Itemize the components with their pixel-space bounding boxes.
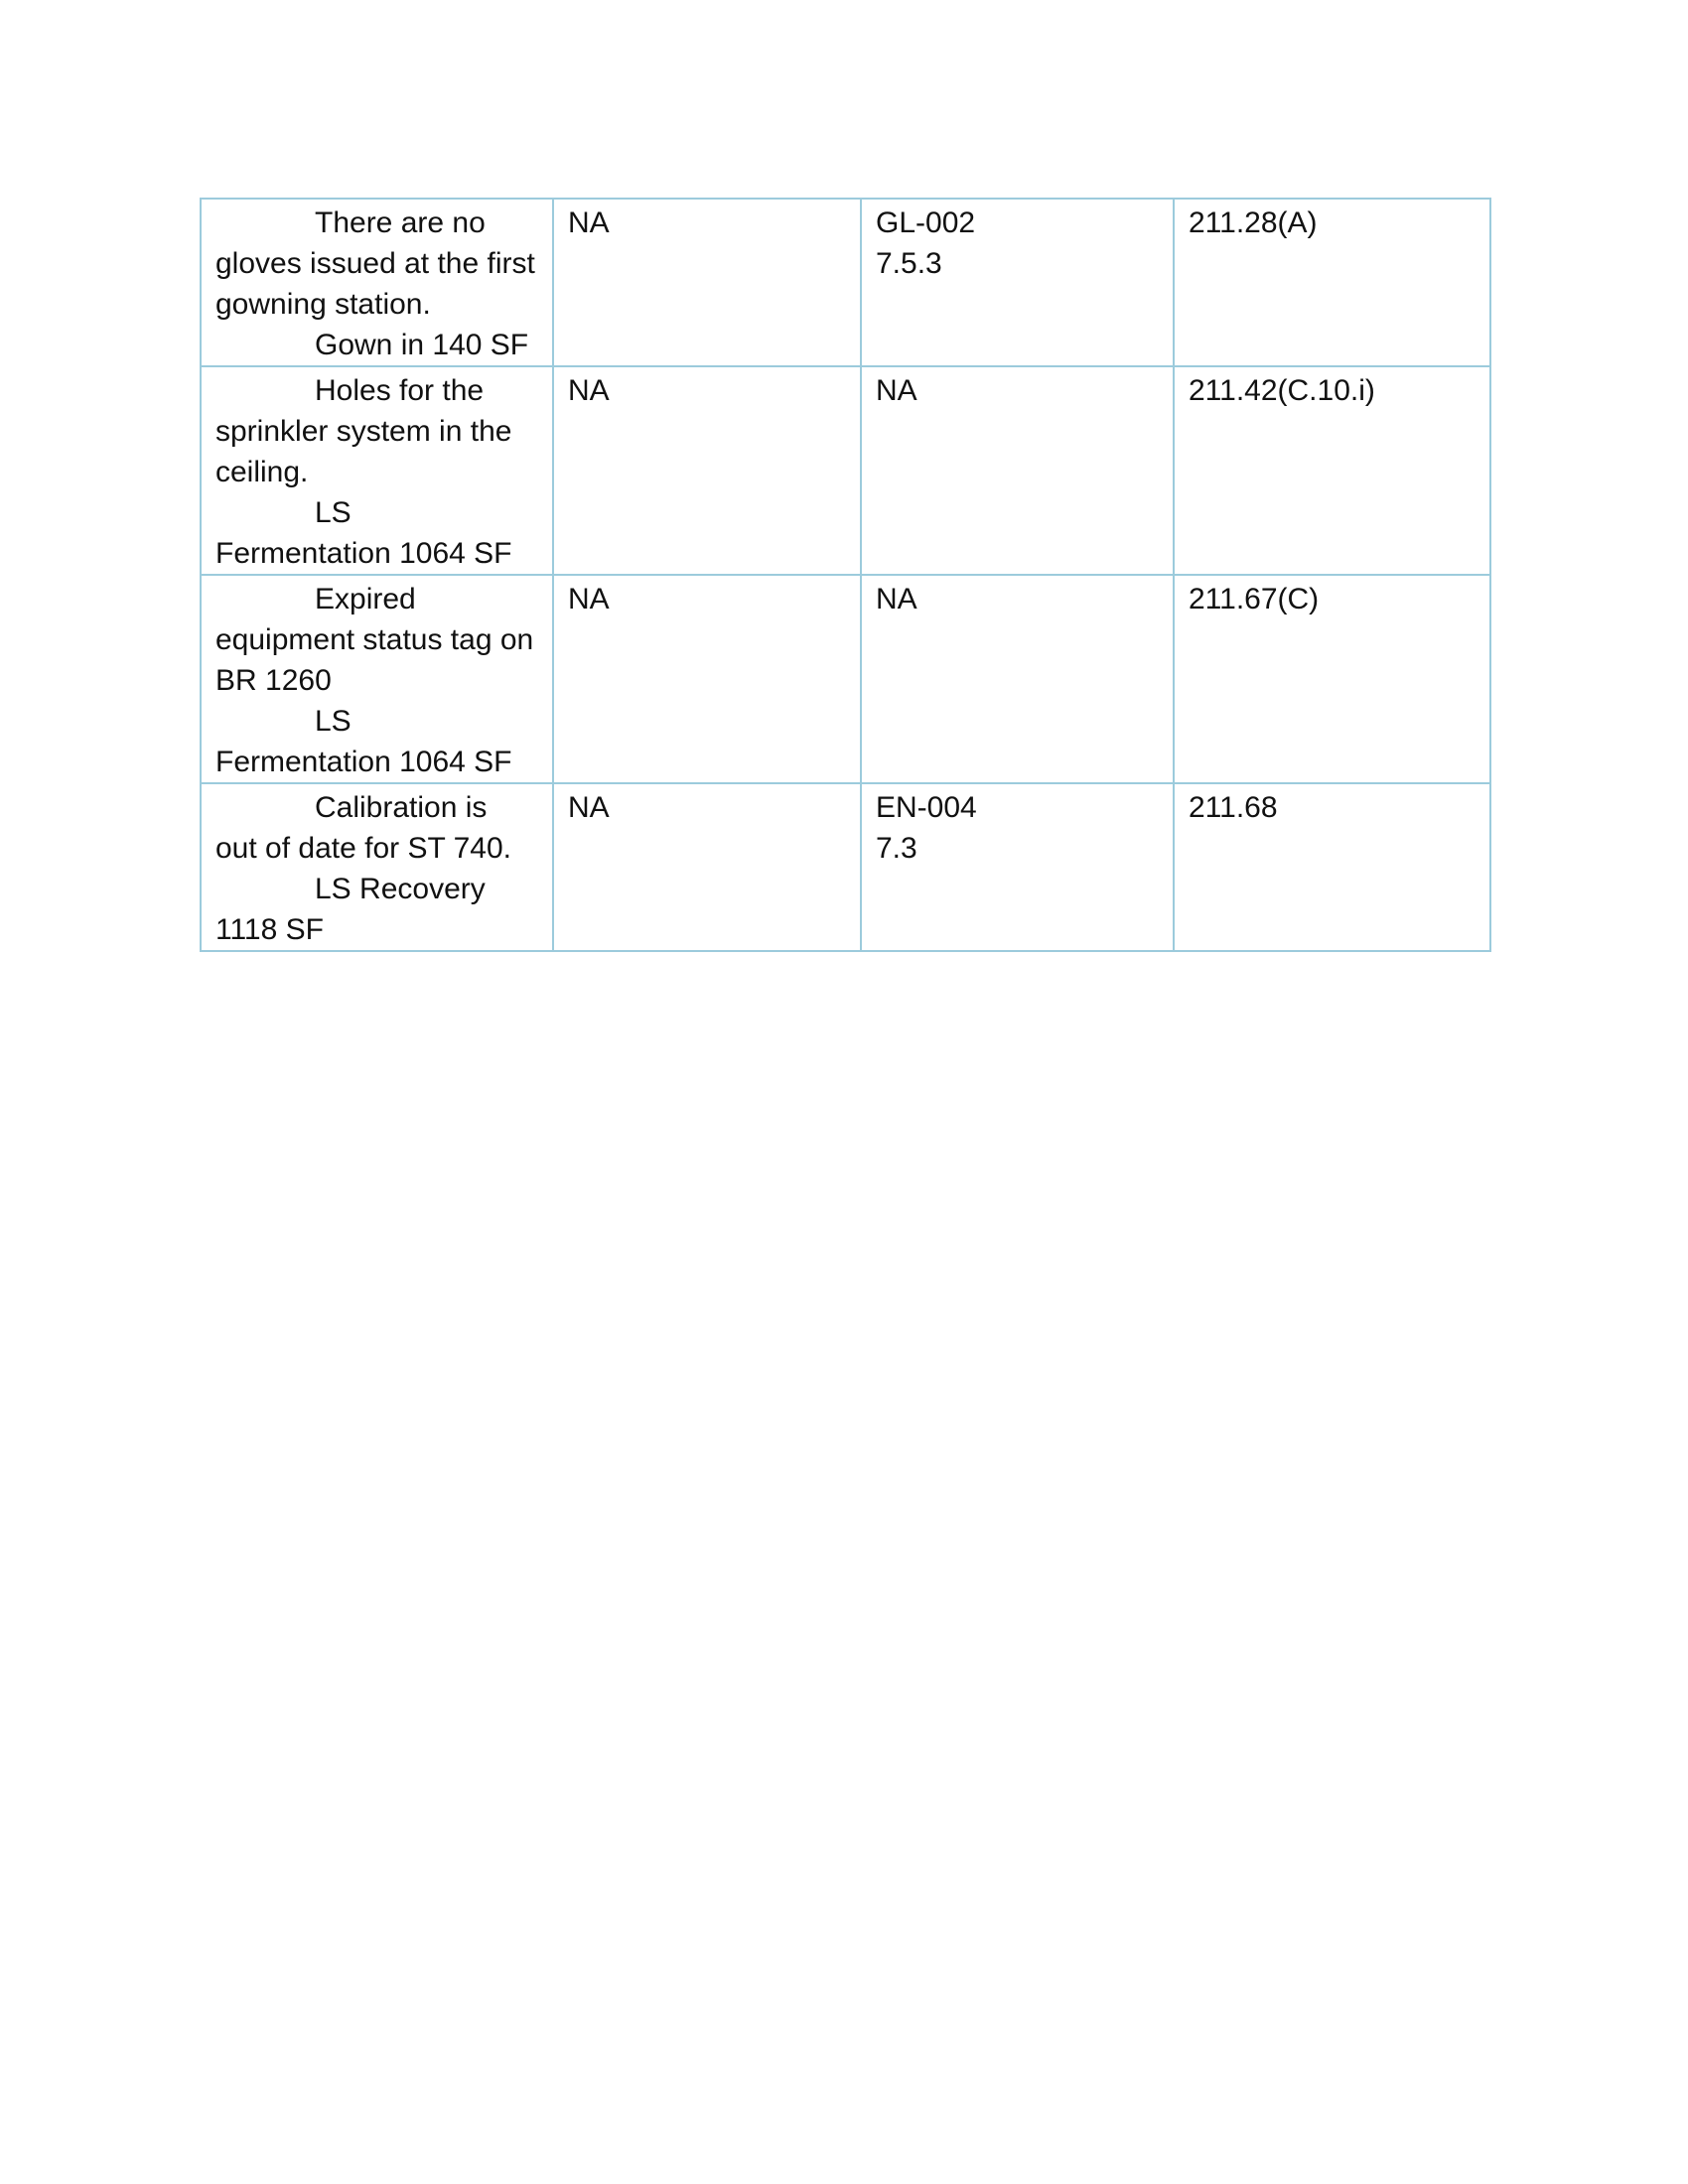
procedure-id: NA: [876, 583, 917, 615]
observation-location: 1118 SF: [215, 913, 324, 946]
observation-first-line: There are no: [315, 206, 486, 239]
regulation-ref: 211.68: [1189, 791, 1278, 824]
procedure-id: NA: [876, 374, 917, 407]
col2-cell: [553, 783, 861, 951]
procedure-id: GL-002: [876, 206, 976, 239]
procedure-section: 7.5.3: [876, 247, 942, 280]
observation-first-line: Calibration is: [315, 791, 488, 824]
observation-location-prefix: LS: [315, 496, 352, 529]
observation-first-line: Holes for the: [315, 374, 485, 407]
observation-location-prefix: LS: [315, 705, 352, 738]
observation-cell: [201, 783, 553, 951]
observation-text: sprinkler system in the ceiling.: [215, 415, 512, 488]
table-row: [201, 366, 1490, 575]
procedure-cell: [861, 575, 1174, 783]
col2-cell: [553, 575, 861, 783]
table-row: [201, 199, 1490, 366]
col2-cell: [553, 366, 861, 575]
findings-table: [200, 198, 1491, 952]
procedure-cell: [861, 366, 1174, 575]
col2-cell: [553, 199, 861, 366]
table-row: [201, 575, 1490, 783]
observation-text: equipment status tag on BR 1260: [215, 623, 534, 697]
regulation-cell: [1174, 783, 1490, 951]
observation-cell: [201, 575, 553, 783]
regulation-cell: [1174, 575, 1490, 783]
observation-cell: [201, 366, 553, 575]
regulation-cell: [1174, 199, 1490, 366]
col2-value: NA: [568, 791, 610, 824]
observation-location-prefix: LS Recovery: [315, 873, 486, 905]
regulation-cell: [1174, 366, 1490, 575]
regulation-ref: 211.28(A): [1189, 206, 1318, 239]
regulation-ref: 211.42(C.10.i): [1189, 374, 1375, 407]
table-row: [201, 783, 1490, 951]
observation-text: out of date for ST 740.: [215, 832, 511, 865]
observation-location: Gown in 140 SF: [315, 329, 529, 361]
procedure-section: 7.3: [876, 832, 917, 865]
col2-value: NA: [568, 206, 610, 239]
procedure-cell: [861, 199, 1174, 366]
regulation-ref: 211.67(C): [1189, 583, 1320, 615]
observation-location: Fermentation 1064 SF: [215, 746, 512, 778]
procedure-cell: [861, 783, 1174, 951]
observation-cell: [201, 199, 553, 366]
procedure-id: EN-004: [876, 791, 977, 824]
observation-text: gloves issued at the first gowning station.: [215, 247, 535, 321]
observation-first-line: Expired: [315, 583, 416, 615]
observation-location: Fermentation 1064 SF: [215, 537, 512, 570]
col2-value: NA: [568, 583, 610, 615]
col2-value: NA: [568, 374, 610, 407]
